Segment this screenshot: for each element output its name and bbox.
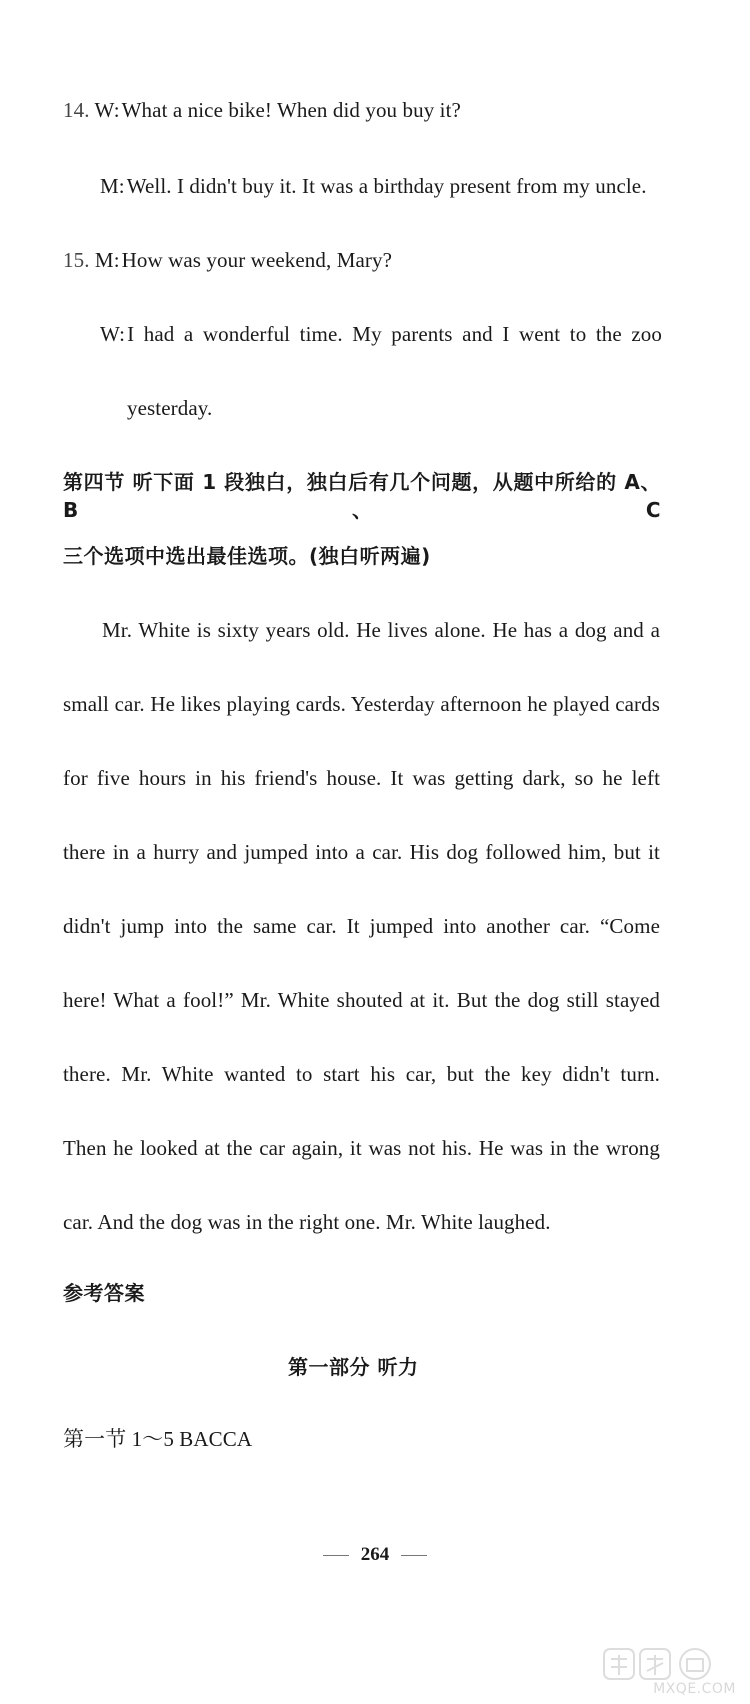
- watermark-url: MXQE.COM: [653, 1681, 736, 1697]
- passage-line-4: there in a hurry and jumped into a car. His dog followed him, but it: [63, 840, 660, 864]
- part-one-title: 第一部分 听力: [288, 1355, 419, 1379]
- dialogue-15-line-1: [63, 246, 392, 274]
- passage-line-6: here! What a fool!” Mr. White shouted at it. But the dog still stayed: [63, 988, 660, 1012]
- speaker-label: M:: [94, 248, 120, 272]
- answers-heading: 参考答案: [63, 1281, 145, 1305]
- speaker-label: M:: [100, 174, 125, 198]
- passage-line-2: small car. He likes playing cards. Yesterday afternoon he played cards: [63, 692, 660, 716]
- section-4-instruction-line-1: 第四节 听下面 1 段独白，独白后有几个问题，从题中所给的 A、B、C: [63, 470, 661, 522]
- passage-line-5: didn't jump into the same car. It jumped into another car. “Come: [63, 914, 660, 938]
- dialogue-number: 14.: [63, 98, 90, 122]
- passage-line-7: there. Mr. White wanted to start his car, but the key didn't turn.: [63, 1062, 660, 1086]
- dialogue-15-line-3: [127, 394, 212, 422]
- page-number-dash-right: [401, 1555, 427, 1556]
- passage-line-9: car. And the dog was in the right one. Mr. White laughed.: [63, 1210, 551, 1234]
- dialogue-text: I had a wonderful time. My parents and I went to the zoo: [127, 322, 662, 346]
- dialogue-number: 15.: [63, 248, 90, 272]
- speaker-label: W:: [94, 98, 120, 122]
- passage-line-8: Then he looked at the car again, it was not his. He was in the wrong: [63, 1136, 660, 1160]
- dialogue-text: What a nice bike! When did you buy it?: [121, 98, 461, 122]
- dialogue-15-line-2: [100, 320, 662, 348]
- passage-line-3: for five hours in his friend's house. It was getting dark, so he left: [63, 766, 660, 790]
- section-1-answers: 第一节 1～5 BACCA: [63, 1427, 253, 1451]
- passage-line-1: Mr. White is sixty years old. He lives alone. He has a dog and a: [102, 618, 660, 642]
- dialogue-text: How was your weekend, Mary?: [121, 248, 393, 272]
- dialogue-text: yesterday.: [127, 396, 213, 420]
- dialogue-14-line-1: [63, 96, 461, 124]
- page-number-dash-left: [323, 1555, 349, 1556]
- section-4-instruction-line-2: 三个选项中选出最佳选项。(独白听两遍): [63, 544, 431, 568]
- dialogue-14-line-2: [100, 172, 647, 200]
- page-number-value: 264: [360, 1544, 390, 1565]
- dialogue-text: Well. I didn't buy it. It was a birthday present from my uncle.: [126, 174, 647, 198]
- watermark-logo: [600, 1647, 740, 1699]
- speaker-label: W:: [100, 322, 126, 346]
- page-number: [0, 1543, 750, 1567]
